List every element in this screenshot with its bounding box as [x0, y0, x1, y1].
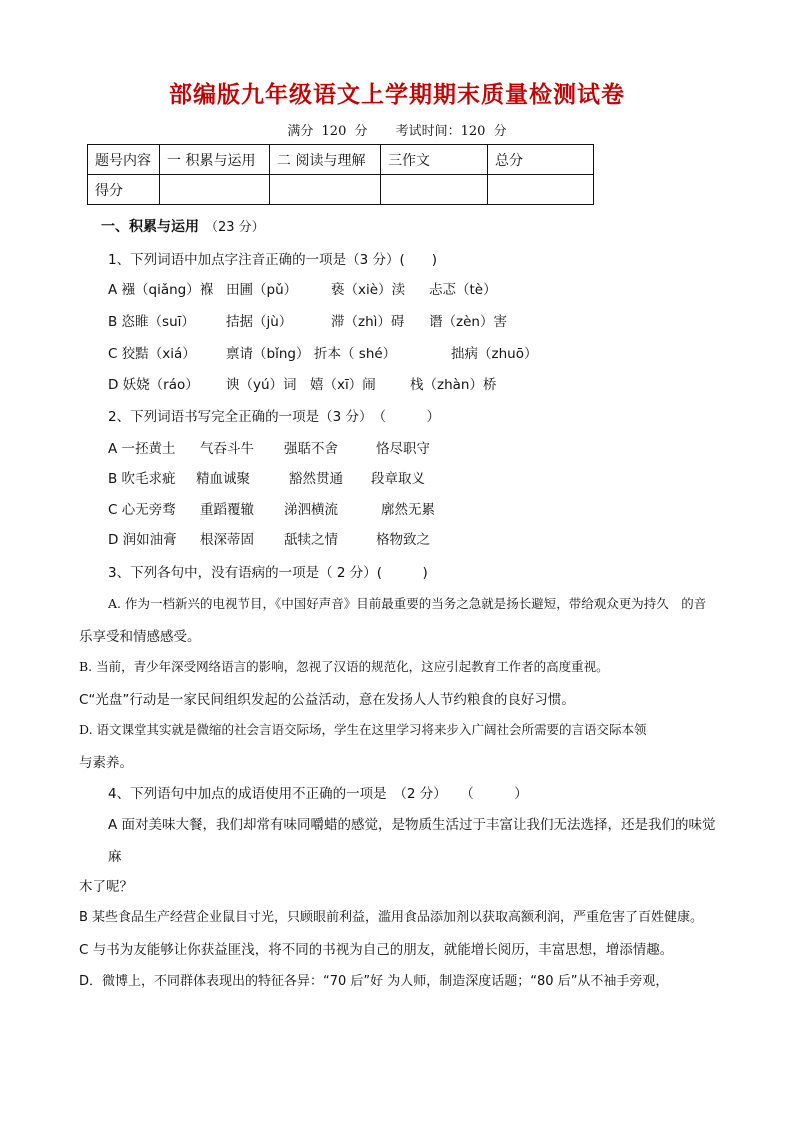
score-table-cell: 三作文	[381, 145, 488, 175]
question-2-option-a	[108, 437, 430, 457]
question-3-option-b: B. 当前，青少年深受网络语言的影响，忽视了汉语的规范化，这应引起教育工作者的高度重视。	[79, 659, 609, 674]
option-item: 田圃（pǔ）	[226, 282, 298, 298]
question-3-option-d-cont: 与素养。	[79, 755, 133, 771]
score-input-cell[interactable]	[381, 175, 488, 205]
option-item: 气吞斗牛	[200, 441, 254, 457]
score-table-cell: 二 阅读与理解	[270, 145, 381, 175]
option-item: 恪尽职守	[376, 441, 430, 457]
option-item: 强聒不舍	[284, 441, 338, 457]
option-item: 嬉（xī）闹	[310, 377, 376, 393]
question-4-option-c: C 与书为友能够让你获益匪浅，将不同的书视为自己的朋友，就能增长阅历，丰富思想，增添情趣。	[79, 942, 674, 958]
option-item: 拮据（jù）	[226, 314, 293, 330]
score-table-score-row	[88, 175, 594, 205]
question-1-option-a	[108, 278, 497, 298]
score-table-header-row	[88, 145, 594, 175]
question-3-stem: 3、下列各句中，没有语病的一项是（ 2 分）( )	[108, 565, 428, 581]
option-item: 忐忑（tè）	[429, 282, 497, 298]
option-item: B 恣睢（suī）	[108, 314, 195, 330]
question-2-option-b	[108, 467, 425, 487]
score-table-cell: 题号内容	[88, 145, 160, 175]
option-item: 段章取义	[371, 471, 425, 487]
option-item: 谮（zèn）害	[429, 314, 507, 330]
score-input-cell[interactable]	[488, 175, 594, 205]
score-table-cell: 一 积累与运用	[160, 145, 270, 175]
question-3-option-d: D. 语文课堂其实就是微缩的社会言语交际场，学生在这里学习将来步入广阔社会所需要的言语交际本领	[79, 722, 647, 737]
option-item: C 心无旁骛	[108, 502, 176, 518]
question-1-option-c	[108, 342, 537, 362]
option-item: 谀（yú）词	[226, 377, 297, 393]
option-item: 涕泗横流	[284, 502, 338, 518]
option-item: 廓然无累	[381, 502, 435, 518]
score-input-cell[interactable]	[160, 175, 270, 205]
score-table-cell: 得分	[88, 175, 160, 205]
option-item: C 狡黠（xiá）	[108, 346, 196, 362]
question-2-option-c	[108, 498, 435, 518]
score-table-cell: 总分	[488, 145, 594, 175]
score-table	[87, 144, 594, 205]
option-item: A 襁（qiǎng）褓	[108, 282, 214, 298]
question-1-stem: 1、下列词语中加点字注音正确的一项是（3 分）( )	[108, 252, 438, 268]
question-3-option-c: C“光盘”行动是一家民间组织发起的公益活动，意在发扬人人节约粮食的良好习惯。	[79, 692, 575, 708]
question-4-option-b: B 某些食品生产经营企业鼠目寸光，只顾眼前利益，滥用食品添加剂以获取高额利润，严重危害了百姓健康。	[79, 910, 704, 925]
option-item: A 一抷黄土	[108, 441, 176, 457]
exam-subtitle	[0, 120, 794, 139]
question-4-option-a-cont: 麻	[108, 849, 122, 865]
option-item: B 吹毛求疵	[108, 471, 176, 487]
question-4-option-a-cont2: 木了呢？	[79, 879, 133, 895]
question-4-option-a: A 面对美味大餐，我们却常有味同嚼蜡的感觉，是物质生活过于丰富让我们无法选择，还是我们的味觉	[108, 817, 716, 833]
question-4-stem: 4、下列语句中加点的成语使用不正确的一项是 （2 分） （ ）	[108, 786, 528, 802]
option-item: 舐犊之情	[284, 532, 338, 548]
option-item: 折本（ shé）	[314, 346, 397, 362]
question-1-option-d	[108, 373, 496, 393]
option-item: 禀请（bǐng）	[226, 346, 310, 362]
option-item: D 妖娆（ráo）	[108, 377, 199, 393]
option-item: D 润如油膏	[108, 532, 177, 548]
option-item: 格物致之	[376, 532, 430, 548]
section-heading	[101, 216, 265, 236]
section-points: （23 分）	[205, 220, 265, 235]
option-item: 栈（zhàn）桥	[410, 377, 497, 393]
option-item: 精血诚聚	[196, 471, 250, 487]
section-title: 一、积累与运用	[101, 219, 199, 235]
full-score-text: 满分 120 分	[287, 124, 368, 139]
question-1-option-b	[108, 310, 507, 330]
option-item: 根深蒂固	[200, 532, 254, 548]
option-item: 滞（zhì）碍	[331, 314, 405, 330]
option-item: 拙病（zhuō）	[451, 346, 538, 362]
score-input-cell[interactable]	[270, 175, 381, 205]
question-4-option-d: D．微博上，不同群体表现出的特征各异：“70 后”好 为人师，制造深度话题；“80 后”从不袖手旁观，	[79, 974, 669, 989]
question-3-option-a-cont: 乐享受和情感感受。	[79, 629, 201, 645]
option-item: 豁然贯通	[289, 471, 343, 487]
exam-time-text: 考试时间：120 分	[395, 124, 507, 139]
option-item: 重蹈覆辙	[200, 502, 254, 518]
exam-title: 部编版九年级语文上学期期末质量检测试卷	[169, 82, 625, 108]
question-2-stem: 2、下列词语书写完全正确的一项是（3 分） （ ）	[108, 409, 440, 425]
question-3-option-a: A. 作为一档新兴的电视节目，《中国好声音》目前最重要的当务之急就是扬长避短，带给观众更为持久 的音	[108, 596, 707, 611]
option-item: 亵（xiè）渎	[331, 282, 406, 298]
question-2-option-d	[108, 528, 430, 548]
